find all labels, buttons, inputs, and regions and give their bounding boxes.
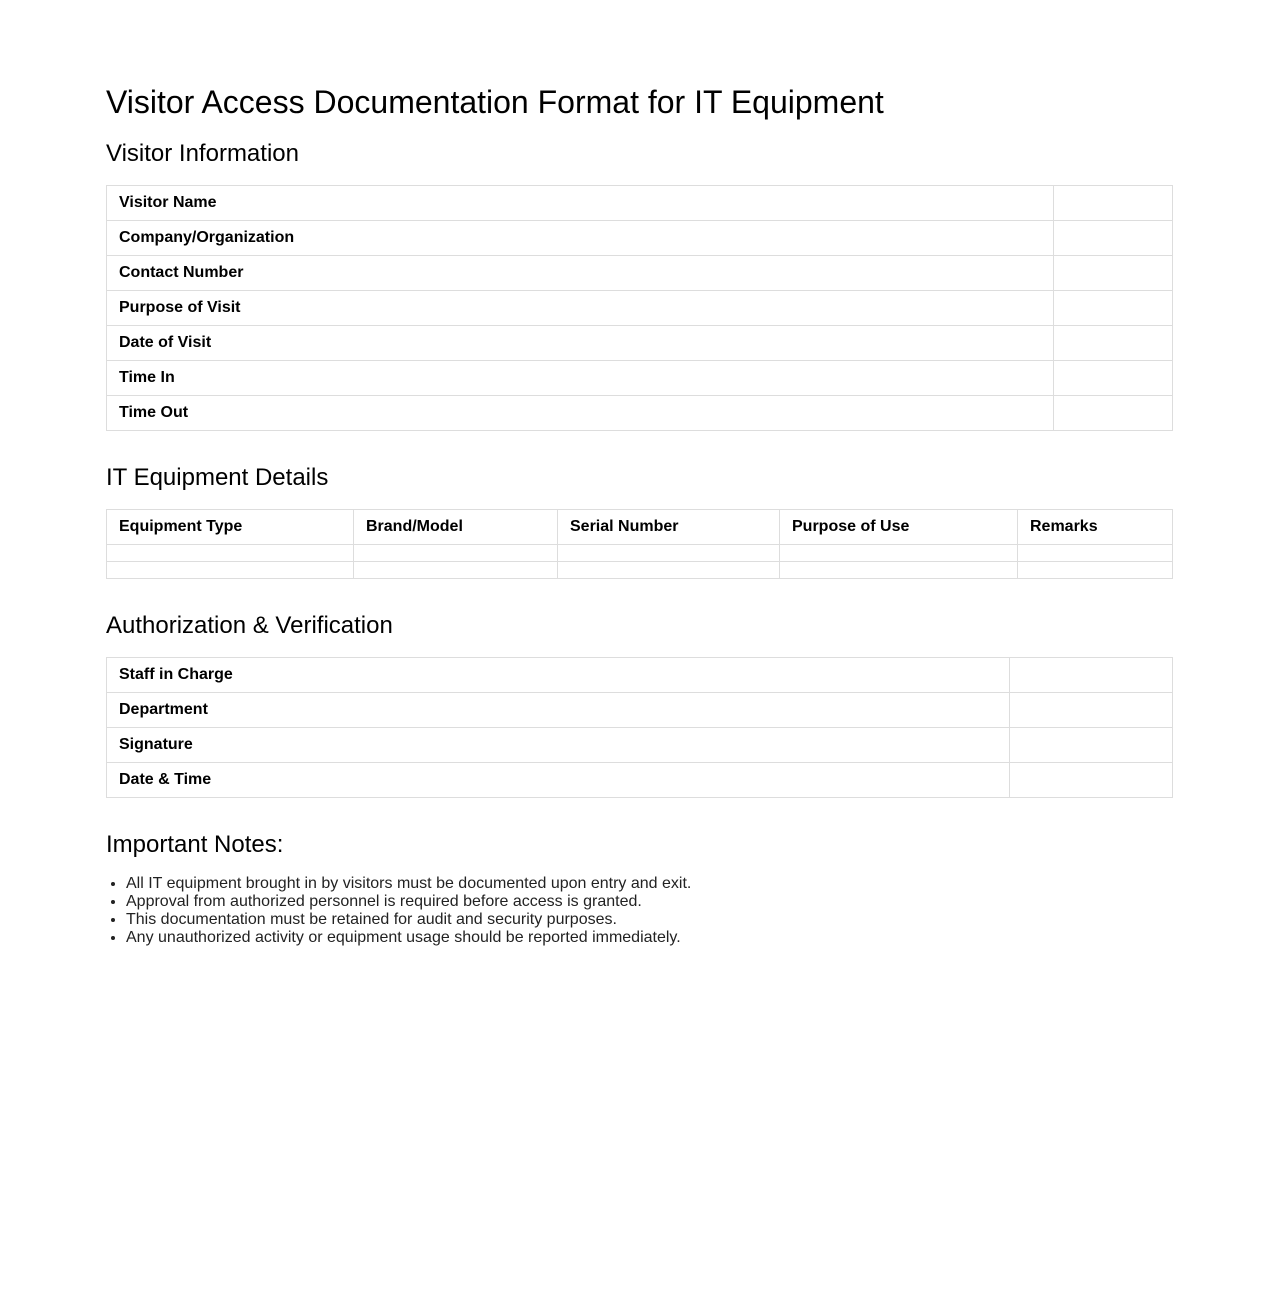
table-row	[107, 361, 1173, 396]
equipment-type-cell[interactable]	[107, 545, 354, 562]
visitor-name-label: Visitor Name	[107, 186, 1054, 221]
remarks-cell[interactable]	[1018, 562, 1173, 579]
time-out-value[interactable]	[1054, 396, 1173, 431]
date-time-label: Date & Time	[107, 763, 1010, 798]
purpose-of-use-cell[interactable]	[780, 562, 1018, 579]
serial-number-cell[interactable]	[558, 562, 780, 579]
purpose-of-visit-value[interactable]	[1054, 291, 1173, 326]
date-time-value[interactable]	[1010, 763, 1173, 798]
equipment-type-cell[interactable]	[107, 562, 354, 579]
authorization-table	[106, 657, 1173, 798]
table-row	[107, 763, 1173, 798]
table-row	[107, 326, 1173, 361]
company-organization-value[interactable]	[1054, 221, 1173, 256]
column-header-serial-number: Serial Number	[558, 510, 780, 545]
company-organization-label: Company/Organization	[107, 221, 1054, 256]
table-row	[107, 221, 1173, 256]
table-row	[107, 396, 1173, 431]
serial-number-cell[interactable]	[558, 545, 780, 562]
table-row	[107, 658, 1173, 693]
list-item: • Approval from authorized personnel is required before access is granted.	[126, 893, 691, 911]
page-title: Visitor Access Documentation Format for IT Equipment	[106, 84, 884, 120]
purpose-of-use-cell[interactable]	[780, 545, 1018, 562]
list-item: • This documentation must be retained for audit and security purposes.	[126, 911, 691, 929]
table-row	[107, 545, 1173, 562]
column-header-remarks: Remarks	[1018, 510, 1173, 545]
table-row	[107, 186, 1173, 221]
department-value[interactable]	[1010, 693, 1173, 728]
column-header-equipment-type: Equipment Type	[107, 510, 354, 545]
table-row	[107, 693, 1173, 728]
date-of-visit-label: Date of Visit	[107, 326, 1054, 361]
time-in-value[interactable]	[1054, 361, 1173, 396]
table-row	[107, 291, 1173, 326]
authorization-verification-heading: Authorization & Verification	[106, 612, 393, 639]
visitor-name-value[interactable]	[1054, 186, 1173, 221]
column-header-brand-model: Brand/Model	[354, 510, 558, 545]
visitor-information-table	[106, 185, 1173, 431]
department-label: Department	[107, 693, 1010, 728]
brand-model-cell[interactable]	[354, 545, 558, 562]
contact-number-value[interactable]	[1054, 256, 1173, 291]
signature-value[interactable]	[1010, 728, 1173, 763]
time-in-label: Time In	[107, 361, 1054, 396]
purpose-of-visit-label: Purpose of Visit	[107, 291, 1054, 326]
important-notes-list	[106, 875, 691, 947]
visitor-information-heading: Visitor Information	[106, 140, 299, 167]
remarks-cell[interactable]	[1018, 545, 1173, 562]
date-of-visit-value[interactable]	[1054, 326, 1173, 361]
signature-label: Signature	[107, 728, 1010, 763]
it-equipment-table	[106, 509, 1173, 579]
table-header-row	[107, 510, 1173, 545]
important-notes-heading: Important Notes:	[106, 831, 284, 858]
table-row	[107, 562, 1173, 579]
list-item: • All IT equipment brought in by visitors must be documented upon entry and exit.	[126, 875, 691, 893]
table-row	[107, 256, 1173, 291]
brand-model-cell[interactable]	[354, 562, 558, 579]
table-row	[107, 728, 1173, 763]
column-header-purpose-of-use: Purpose of Use	[780, 510, 1018, 545]
staff-in-charge-value[interactable]	[1010, 658, 1173, 693]
time-out-label: Time Out	[107, 396, 1054, 431]
contact-number-label: Contact Number	[107, 256, 1054, 291]
it-equipment-details-heading: IT Equipment Details	[106, 464, 329, 491]
staff-in-charge-label: Staff in Charge	[107, 658, 1010, 693]
list-item: • Any unauthorized activity or equipment usage should be reported immediately.	[126, 929, 691, 947]
